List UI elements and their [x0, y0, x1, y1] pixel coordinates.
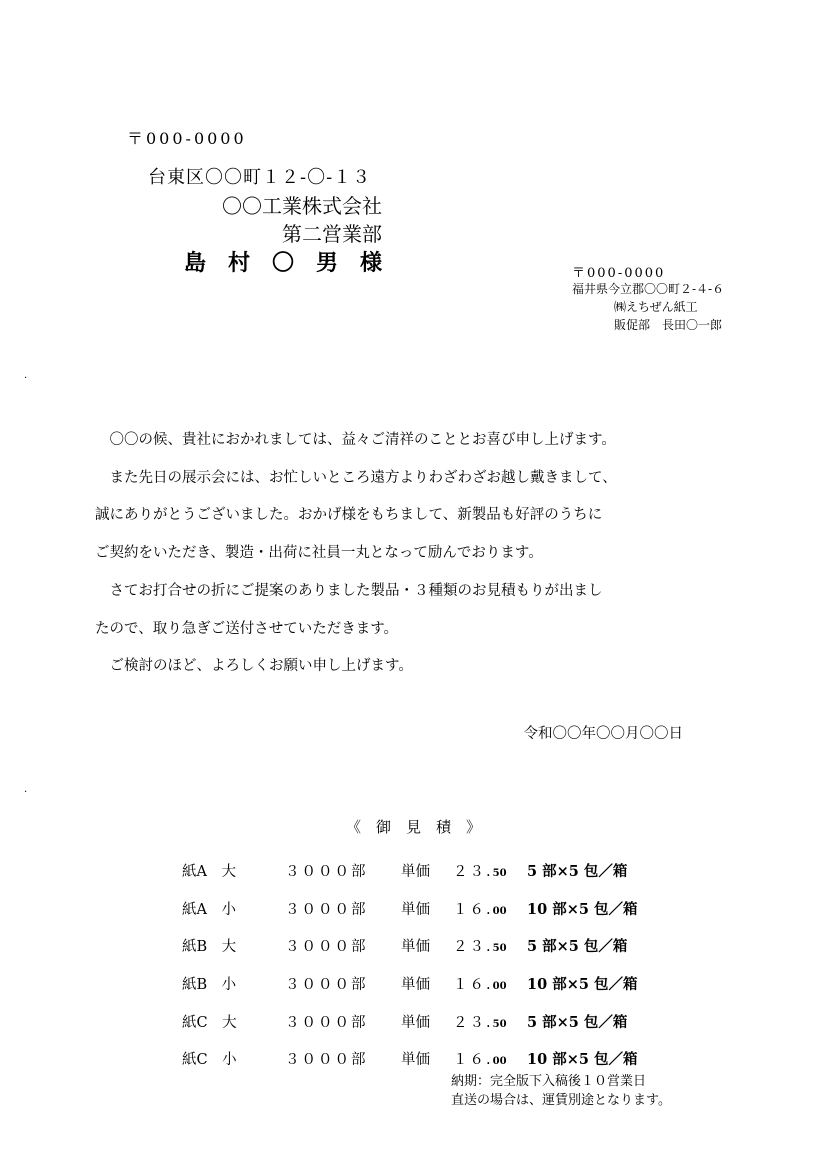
price-integer: １６.	[453, 901, 493, 918]
quote-packing: 5 部×5 包／箱	[527, 1013, 628, 1031]
price-decimal: 00	[492, 1056, 507, 1068]
price-integer: １６.	[453, 1052, 493, 1069]
quote-title: 《 御 見 積 》	[345, 818, 481, 836]
quote-quantity: ３０００部	[285, 1052, 368, 1069]
quote-price-label: 単価	[401, 1052, 430, 1069]
sender-person: 販促部 長田〇一郎	[614, 318, 723, 332]
price-decimal: 00	[492, 981, 507, 993]
quote-row	[182, 965, 638, 1003]
quote-unit-price	[453, 927, 527, 965]
quote-price-label: 単価	[401, 977, 430, 994]
quote-price-label: 単価	[401, 864, 430, 881]
shipping-note: 直送の場合は、運賃別途となります。	[451, 1093, 671, 1108]
quote-item: 紙C 大	[182, 1014, 237, 1031]
quote-table	[182, 852, 638, 1078]
price-integer: ２３.	[453, 939, 493, 956]
quote-quantity: ３０００部	[285, 864, 368, 881]
quote-item: 紙A 小	[182, 901, 236, 918]
quote-unit-price	[453, 1002, 527, 1040]
quote-row	[182, 890, 638, 928]
quote-item: 紙C 小	[182, 1052, 237, 1069]
recipient-address: 台東区〇〇町１２-〇-１３	[148, 167, 372, 188]
body-line: さてお打合せの折にご提案のありました製品・３種類のお見積もりが出まし	[95, 583, 603, 599]
quote-packing: 5 部×5 包／箱	[527, 863, 628, 881]
quote-quantity: ３０００部	[285, 939, 368, 956]
quote-unit-price	[453, 852, 527, 890]
quote-item: 紙A 大	[182, 864, 236, 881]
quote-packing: 5 部×5 包／箱	[527, 938, 628, 956]
quote-row	[182, 927, 638, 965]
quote-item: 紙B 大	[182, 939, 237, 956]
sender-address: 福井県今立郡〇〇町２-４-６	[572, 282, 725, 296]
letter-date: 令和〇〇年〇〇月〇〇日	[523, 726, 683, 742]
body-line: たので、取り急ぎご送付させていただきます。	[95, 621, 399, 637]
quote-packing: 10 部×5 包／箱	[527, 1051, 638, 1069]
price-integer: １６.	[453, 977, 493, 994]
recipient-name: 島 村 〇 男 様	[183, 250, 382, 276]
price-decimal: 50	[492, 943, 507, 955]
quote-price-label: 単価	[401, 1014, 430, 1031]
price-decimal: 50	[492, 868, 507, 880]
quote-item: 紙B 小	[182, 977, 237, 994]
quote-packing: 10 部×5 包／箱	[527, 900, 638, 918]
quote-quantity: ３０００部	[285, 977, 368, 994]
quote-packing: 10 部×5 包／箱	[527, 976, 638, 994]
quote-unit-price	[453, 965, 527, 1003]
fold-mark-lower: .	[24, 784, 28, 795]
quote-unit-price	[453, 890, 527, 928]
recipient-postal-code: 〒000-0000	[127, 129, 247, 148]
sender-company: ㈱えちぜん紙工	[614, 300, 698, 314]
quote-quantity: ３０００部	[285, 901, 368, 918]
quote-row	[182, 1002, 638, 1040]
body-line: また先日の展示会には、お忙しいところ遠方よりわざわざお越し戴きまして、	[95, 470, 617, 486]
price-integer: ２３.	[453, 1014, 493, 1031]
quote-quantity: ３０００部	[285, 1014, 368, 1031]
body-line: 〇〇の候、貴社におかれましては、益々ご清祥のこととお喜び申し上げます。	[95, 432, 616, 448]
price-decimal: 00	[492, 905, 507, 917]
price-integer: ２３.	[453, 864, 493, 881]
quote-price-label: 単価	[401, 939, 430, 956]
recipient-company: 〇〇工業株式会社	[222, 194, 382, 218]
fold-mark-upper: .	[24, 370, 28, 381]
quote-row	[182, 852, 638, 890]
price-decimal: 50	[492, 1018, 507, 1030]
delivery-note: 納期：完全版下入稿後１０営業日	[451, 1074, 647, 1089]
sender-postal-code: 〒000-0000	[572, 266, 666, 281]
body-line: 誠にありがとうございました。おかげ様をもちまして、新製品も好評のうちに	[95, 507, 603, 523]
body-line: ご検討のほど、よろしくお願い申し上げます。	[95, 658, 413, 674]
recipient-department: 第二営業部	[282, 222, 382, 246]
body-line: ご契約をいただき、製造・出荷に社員一丸となって励んでおります。	[95, 545, 543, 561]
quote-price-label: 単価	[401, 901, 430, 918]
